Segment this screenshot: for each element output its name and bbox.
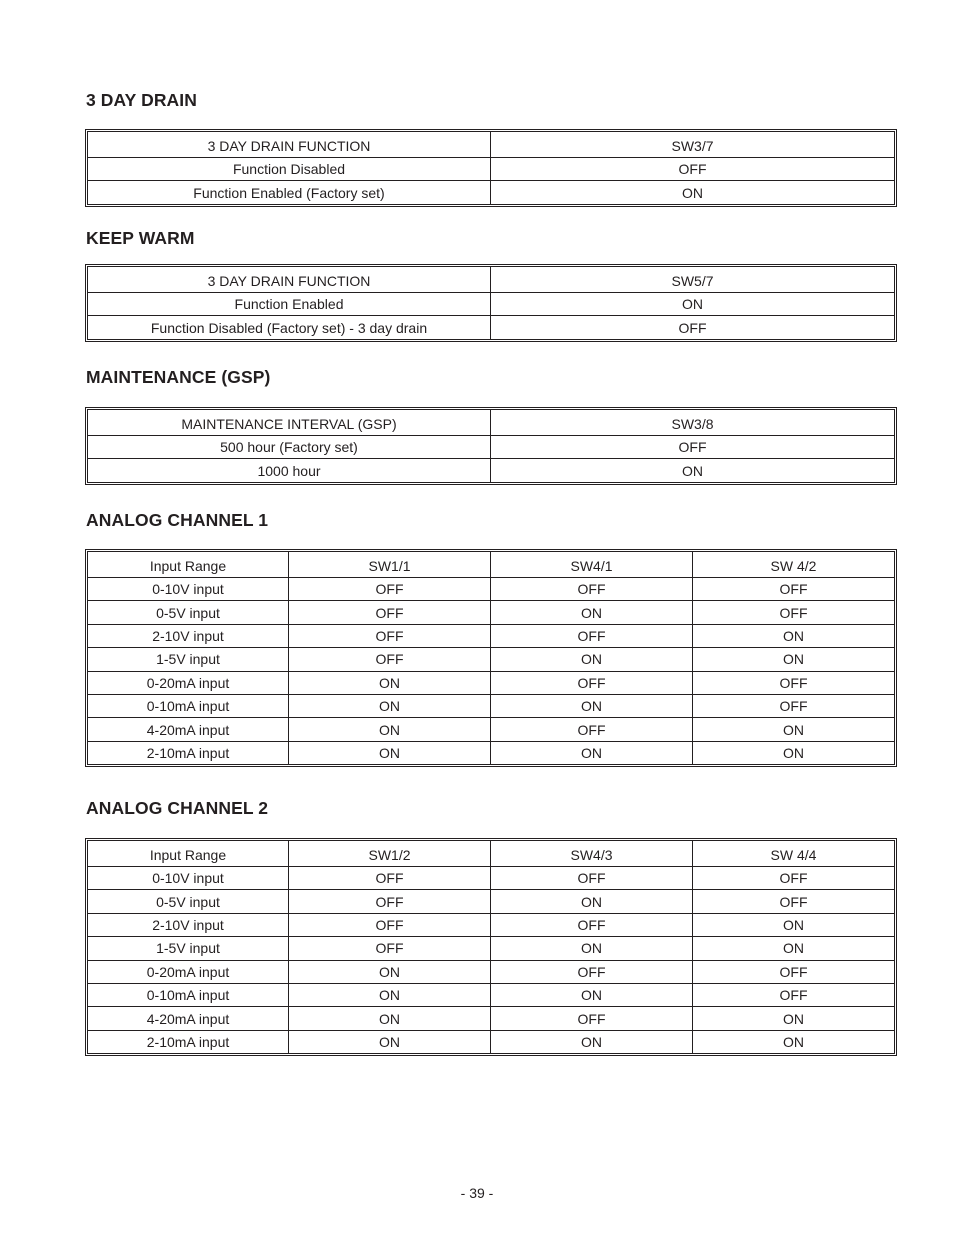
table-row (87, 937, 895, 960)
table-cell: ON (289, 961, 491, 984)
table-cell: Input Range (87, 840, 289, 867)
table-cell: OFF (693, 695, 895, 718)
table-cell: Function Disabled (87, 158, 491, 181)
table-cell: OFF (491, 718, 693, 741)
table-cell: OFF (491, 158, 895, 181)
table-cell: SW3/7 (491, 131, 895, 158)
section-title-analog-channel-2: ANALOG CHANNEL 2 (86, 798, 269, 818)
table-row (87, 578, 895, 601)
table-cell: SW4/1 (491, 551, 693, 578)
table-header-row (87, 131, 895, 158)
table-header-row (87, 409, 895, 436)
table-row (87, 742, 895, 765)
table-header-row (87, 840, 895, 867)
table-cell: SW1/2 (289, 840, 491, 867)
table-cell: OFF (693, 601, 895, 624)
table-cell: ON (491, 293, 895, 316)
table-cell: ON (491, 742, 693, 765)
table-cell: Function Disabled (Factory set) - 3 day drain (87, 316, 491, 339)
table-cell: 1000 hour (87, 459, 491, 482)
table-analog-channel-1 (85, 549, 897, 767)
table-cell: ON (491, 648, 693, 671)
table-cell: 2-10mA input (87, 742, 289, 765)
table-row (87, 961, 895, 984)
table-cell: ON (289, 1007, 491, 1030)
table-row (87, 293, 895, 316)
table-cell: ON (289, 672, 491, 695)
table-cell: 500 hour (Factory set) (87, 436, 491, 459)
table-cell: 3 DAY DRAIN FUNCTION (87, 266, 491, 293)
table-cell: MAINTENANCE INTERVAL (GSP) (87, 409, 491, 436)
table-cell: OFF (289, 601, 491, 624)
table-cell: SW4/3 (491, 840, 693, 867)
table-cell: Input Range (87, 551, 289, 578)
table-cell: ON (491, 1031, 693, 1054)
table-cell: 2-10V input (87, 914, 289, 937)
section-title-3-day-drain: 3 DAY DRAIN (86, 90, 197, 110)
table-cell: OFF (693, 961, 895, 984)
table-cell: OFF (289, 914, 491, 937)
table-cell: ON (491, 459, 895, 482)
table-cell: ON (289, 742, 491, 765)
table-row (87, 1007, 895, 1030)
table-cell: ON (289, 984, 491, 1007)
table-row (87, 158, 895, 181)
table-analog-channel-2 (85, 838, 897, 1056)
table-row (87, 867, 895, 890)
table-cell: 4-20mA input (87, 1007, 289, 1030)
table-cell: SW5/7 (491, 266, 895, 293)
table-cell: OFF (289, 890, 491, 913)
table-cell: OFF (491, 578, 693, 601)
table-row (87, 914, 895, 937)
table-cell: OFF (491, 867, 693, 890)
section-title-maintenance: MAINTENANCE (GSP) (86, 367, 271, 387)
table-header-row (87, 266, 895, 293)
table-cell: OFF (491, 316, 895, 339)
table-cell: SW1/1 (289, 551, 491, 578)
table-cell: Function Enabled (Factory set) (87, 181, 491, 204)
table-row (87, 718, 895, 741)
table-row (87, 672, 895, 695)
table-cell: ON (491, 695, 693, 718)
table-cell: ON (289, 718, 491, 741)
table-row (87, 695, 895, 718)
table-cell: ON (491, 890, 693, 913)
table-cell: 2-10V input (87, 625, 289, 648)
table-cell: ON (289, 695, 491, 718)
table-cell: ON (693, 742, 895, 765)
table-header-row (87, 551, 895, 578)
table-cell: ON (693, 1007, 895, 1030)
table-cell: OFF (289, 937, 491, 960)
table-cell: 0-10mA input (87, 695, 289, 718)
table-cell: 1-5V input (87, 937, 289, 960)
table-cell: ON (491, 937, 693, 960)
table-cell: 0-5V input (87, 890, 289, 913)
table-cell: 0-10mA input (87, 984, 289, 1007)
table-cell: OFF (289, 648, 491, 671)
table-cell: 0-10V input (87, 867, 289, 890)
table-cell: OFF (289, 578, 491, 601)
table-3-day-drain (85, 129, 897, 207)
table-cell: OFF (491, 625, 693, 648)
table-cell: ON (289, 1031, 491, 1054)
table-cell: OFF (693, 672, 895, 695)
table-cell: OFF (491, 1007, 693, 1030)
table-cell: ON (693, 1031, 895, 1054)
table-cell: Function Enabled (87, 293, 491, 316)
section-title-analog-channel-1: ANALOG CHANNEL 1 (86, 510, 269, 530)
table-cell: SW 4/4 (693, 840, 895, 867)
table-maintenance (85, 407, 897, 485)
section-title-keep-warm: KEEP WARM (86, 228, 195, 248)
table-cell: 2-10mA input (87, 1031, 289, 1054)
table-cell: OFF (693, 890, 895, 913)
table-cell: 0-5V input (87, 601, 289, 624)
table-cell: SW 4/2 (693, 551, 895, 578)
table-cell: OFF (693, 984, 895, 1007)
table-row (87, 436, 895, 459)
table-row (87, 459, 895, 482)
table-cell: OFF (491, 672, 693, 695)
table-row (87, 625, 895, 648)
table-cell: ON (693, 648, 895, 671)
table-cell: OFF (289, 867, 491, 890)
table-cell: 3 DAY DRAIN FUNCTION (87, 131, 491, 158)
table-cell: OFF (289, 625, 491, 648)
table-row (87, 316, 895, 339)
table-cell: ON (491, 601, 693, 624)
table-cell: 4-20mA input (87, 718, 289, 741)
page-number: - 39 - (460, 1185, 494, 1201)
table-cell: OFF (693, 578, 895, 601)
table-cell: 1-5V input (87, 648, 289, 671)
table-cell: ON (491, 984, 693, 1007)
table-cell: ON (693, 937, 895, 960)
table-row (87, 181, 895, 204)
table-cell: OFF (693, 867, 895, 890)
table-row (87, 1031, 895, 1054)
table-cell: 0-20mA input (87, 672, 289, 695)
table-cell: OFF (491, 914, 693, 937)
table-row (87, 648, 895, 671)
table-cell: 0-20mA input (87, 961, 289, 984)
table-cell: SW3/8 (491, 409, 895, 436)
table-cell: ON (693, 914, 895, 937)
table-keep-warm (85, 264, 897, 342)
table-row (87, 890, 895, 913)
table-cell: 0-10V input (87, 578, 289, 601)
table-cell: ON (693, 718, 895, 741)
table-cell: OFF (491, 961, 693, 984)
table-cell: OFF (491, 436, 895, 459)
table-row (87, 601, 895, 624)
table-row (87, 984, 895, 1007)
table-cell: ON (491, 181, 895, 204)
table-cell: ON (693, 625, 895, 648)
